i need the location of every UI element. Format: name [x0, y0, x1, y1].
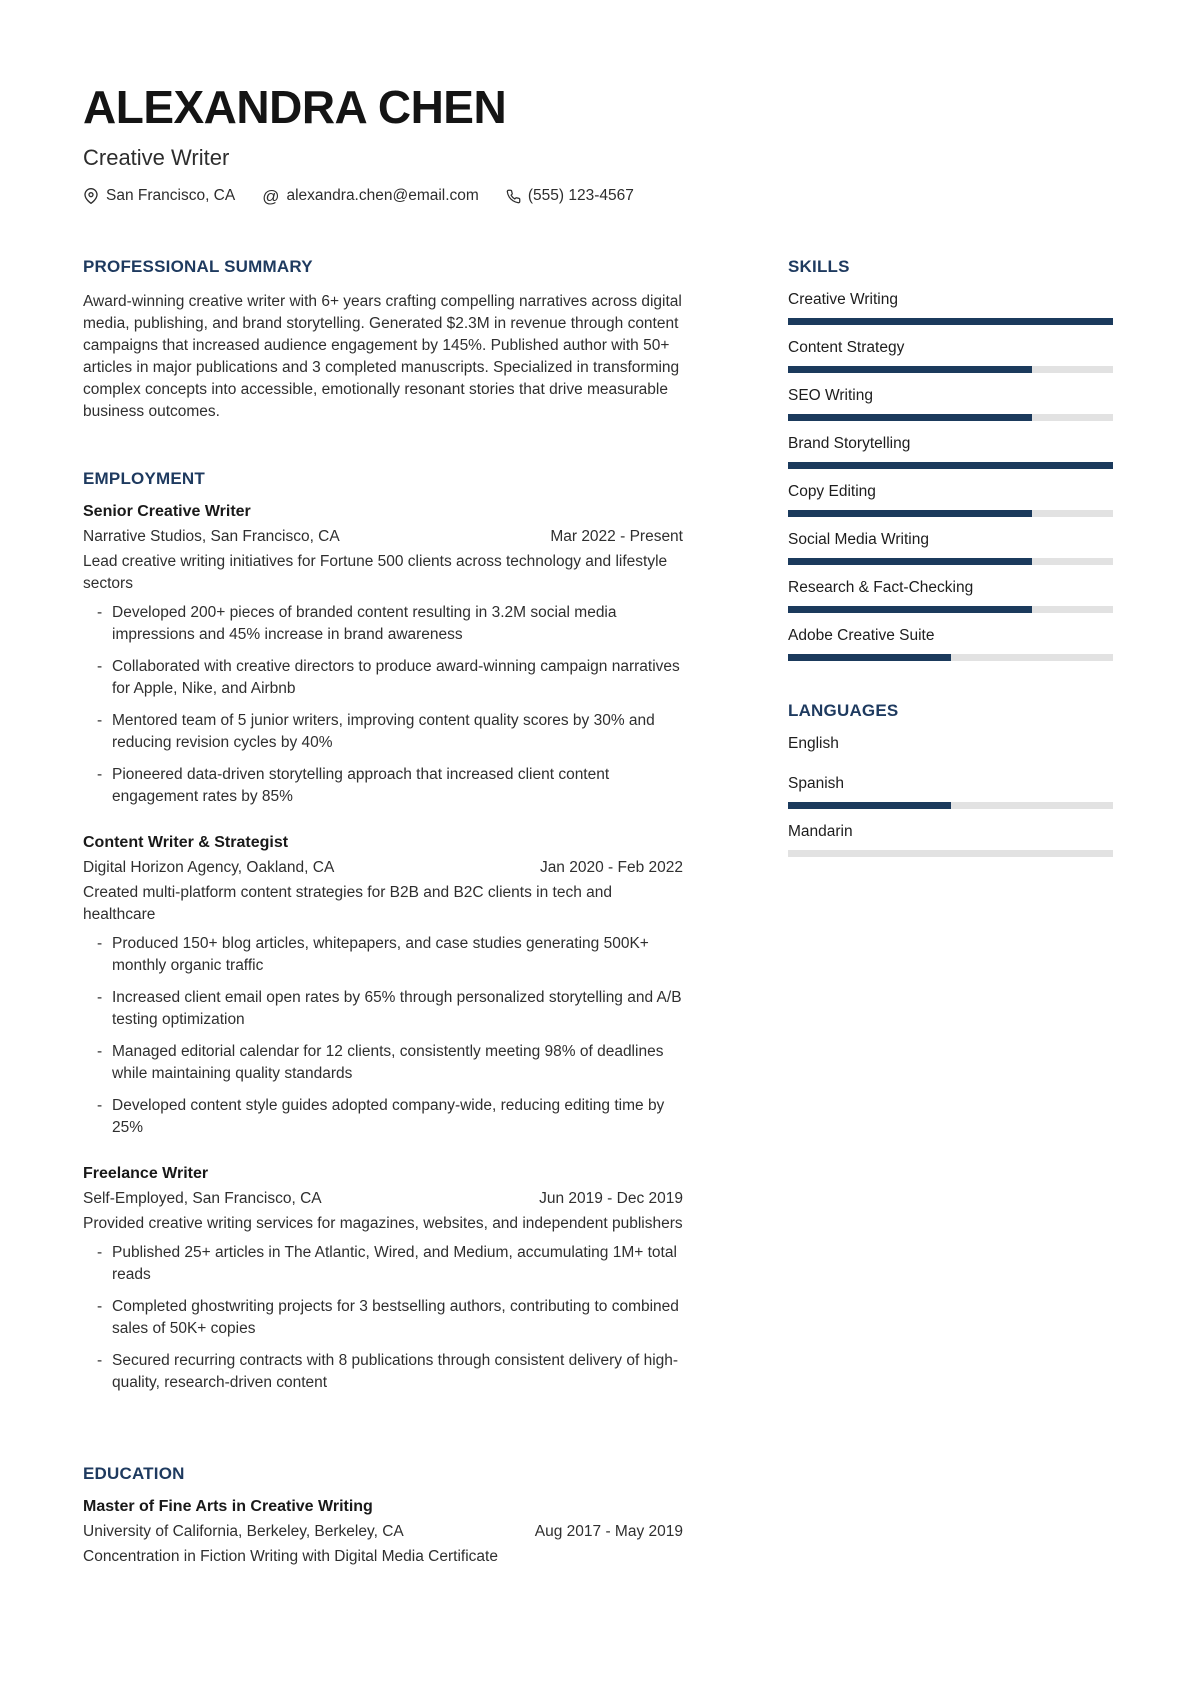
skill-bar-track: [788, 558, 1113, 565]
contact-email-text: alexandra.chen@email.com: [286, 187, 479, 204]
job-title: Content Writer & Strategist: [83, 834, 289, 851]
skill-bar-fill: [788, 462, 1113, 469]
contact-phone-text: (555) 123-4567: [527, 187, 634, 204]
job-description: Lead creative writing initiatives for Fortune 500 clients across technology and lifestyle sectors: [83, 553, 668, 592]
section-languages: [788, 701, 1113, 857]
skill-label: Spanish: [788, 775, 845, 792]
job-bullet: - Managed editorial calendar for 12 clients, consistently meeting 98% of deadlines while maintaining quality standards: [97, 1041, 683, 1085]
summary-text: Award-winning creative writer with 6+ years crafting compelling narratives across digital media, publishing, and brand storytelling. Generated $2.3M in revenue through content campaigns that increased audience engagement by 145%. Published author with 50+ articles in major publications and 3 completed manuscripts. Specialized in transforming complex concepts into accessible, emotionally resonant stories that drive measurable business outcomes.: [83, 293, 682, 420]
job-bullet: - Collaborated with creative directors to produce award-winning campaign narratives for Apple, Nike, and Airbnb: [97, 656, 683, 700]
job-dates: Jan 2020 - Feb 2022: [539, 859, 683, 876]
main-column: [83, 257, 683, 1568]
section-education: [83, 1464, 683, 1568]
resume-header: [83, 81, 1113, 206]
skill-bar-fill: [788, 802, 951, 809]
skill-label: Research & Fact-Checking: [788, 579, 974, 596]
job-meta: [83, 1190, 683, 1208]
job-entry: [83, 1165, 683, 1394]
skills-list: [788, 291, 1113, 661]
languages-heading: LANGUAGES: [788, 701, 899, 720]
job-company: Digital Horizon Agency, Oakland, CA: [83, 859, 335, 876]
skill-label: SEO Writing: [788, 387, 873, 404]
education-degree: Master of Fine Arts in Creative Writing: [83, 1498, 373, 1515]
skill-row: [788, 483, 1113, 517]
job-company: Narrative Studios, San Francisco, CA: [83, 528, 340, 545]
skill-bar-fill: [788, 510, 1032, 517]
skill-bar-fill: [788, 318, 1113, 325]
skill-bar-track: [788, 366, 1113, 373]
skill-row: [788, 627, 1113, 661]
phone-icon: [506, 189, 521, 204]
job-description: Created multi-platform content strategies for B2B and B2C clients in tech and healthcare: [83, 884, 612, 923]
job-title: Freelance Writer: [83, 1165, 209, 1182]
skill-label: Brand Storytelling: [788, 435, 911, 452]
section-employment: [83, 469, 683, 1394]
education-dates: Aug 2017 - May 2019: [534, 1523, 683, 1540]
job-company: Self-Employed, San Francisco, CA: [83, 1190, 322, 1207]
skill-bar-track: [788, 318, 1113, 325]
skill-row: [788, 531, 1113, 565]
skill-label: Mandarin: [788, 823, 853, 840]
skill-bar-fill: [788, 414, 1032, 421]
summary-heading: PROFESSIONAL SUMMARY: [83, 257, 313, 276]
skill-bar-track: [788, 510, 1113, 517]
skill-row: [788, 579, 1113, 613]
job-bullets: [83, 933, 683, 1139]
skill-bar-track: [788, 606, 1113, 613]
job-dates: Mar 2022 - Present: [550, 528, 683, 545]
job-bullets: [83, 1242, 683, 1394]
skill-bar-fill: [788, 606, 1032, 613]
at-sign-icon: @: [262, 186, 280, 206]
job-description: Provided creative writing services for magazines, websites, and independent publishers: [83, 1215, 683, 1232]
job-bullet: - Published 25+ articles in The Atlantic, Wired, and Medium, accumulating 1M+ total reads: [97, 1242, 683, 1286]
skill-row: [788, 339, 1113, 373]
person-title: Creative Writer: [83, 145, 230, 170]
job-meta: [83, 859, 683, 877]
person-name: ALEXANDRA CHEN: [83, 81, 507, 133]
skill-row: [788, 387, 1113, 421]
section-professional-summary: [83, 257, 683, 423]
contact-location: [83, 187, 235, 205]
education-heading: EDUCATION: [83, 1464, 185, 1483]
content-columns: [83, 257, 1113, 1568]
language-row: [788, 775, 1113, 809]
job-bullet: - Increased client email open rates by 65% through personalized storytelling and A/B testing optimization: [97, 987, 683, 1031]
skill-bar-fill: [788, 366, 1032, 373]
contact-email: [262, 187, 479, 205]
skill-bar-track: [788, 654, 1113, 661]
contact-row: [83, 187, 1113, 205]
education-school: University of California, Berkeley, Berkeley, CA: [83, 1523, 404, 1540]
job-entry: [83, 503, 683, 808]
job-bullet: - Developed 200+ pieces of branded content resulting in 3.2M social media impressions and 45% increase in brand awareness: [97, 602, 683, 646]
languages-list: [788, 735, 1113, 857]
skill-bar-track: [788, 462, 1113, 469]
job-bullet: - Completed ghostwriting projects for 3 bestselling authors, contributing to combined sales of 50K+ copies: [97, 1296, 683, 1340]
skill-label: Copy Editing: [788, 483, 876, 500]
job-bullet: - Produced 150+ blog articles, whitepapers, and case studies generating 500K+ monthly organic traffic: [97, 933, 683, 977]
language-row: [788, 823, 1113, 857]
skill-bar-fill: [788, 558, 1032, 565]
skill-bar-track: [788, 850, 1113, 857]
job-dates: Jun 2019 - Dec 2019: [539, 1190, 683, 1207]
skill-label: English: [788, 735, 839, 752]
language-row: [788, 735, 1113, 753]
skill-label: Content Strategy: [788, 339, 905, 356]
employment-list: [83, 503, 683, 1394]
skill-row: [788, 291, 1113, 325]
job-meta: [83, 528, 683, 546]
skill-bar-track: [788, 414, 1113, 421]
job-title: Senior Creative Writer: [83, 503, 251, 520]
education-note: Concentration in Fiction Writing with Digital Media Certificate: [83, 1548, 498, 1565]
job-bullet: - Secured recurring contracts with 8 publications through consistent delivery of high-quality, research-driven content: [97, 1350, 683, 1394]
job-bullet: - Mentored team of 5 junior writers, improving content quality scores by 30% and reducing revision cycles by 40%: [97, 710, 683, 754]
job-entry: [83, 834, 683, 1139]
skill-label: Adobe Creative Suite: [788, 627, 935, 644]
skills-heading: SKILLS: [788, 257, 850, 276]
sidebar-column: [788, 257, 1113, 1568]
job-bullet: - Developed content style guides adopted company-wide, reducing editing time by 25%: [97, 1095, 683, 1139]
skill-label: Creative Writing: [788, 291, 898, 308]
skill-bar-track: [788, 802, 1113, 809]
skill-bar-fill: [788, 654, 951, 661]
skill-row: [788, 435, 1113, 469]
job-bullet: - Pioneered data-driven storytelling approach that increased client content engagement rates by 85%: [97, 764, 683, 808]
job-bullets: [83, 602, 683, 808]
skill-label: Social Media Writing: [788, 531, 929, 548]
contact-phone: [506, 187, 634, 205]
employment-heading: EMPLOYMENT: [83, 469, 205, 488]
education-meta: [83, 1523, 683, 1541]
section-skills: [788, 257, 1113, 661]
contact-location-text: San Francisco, CA: [106, 187, 236, 204]
location-pin-icon: [83, 188, 99, 204]
